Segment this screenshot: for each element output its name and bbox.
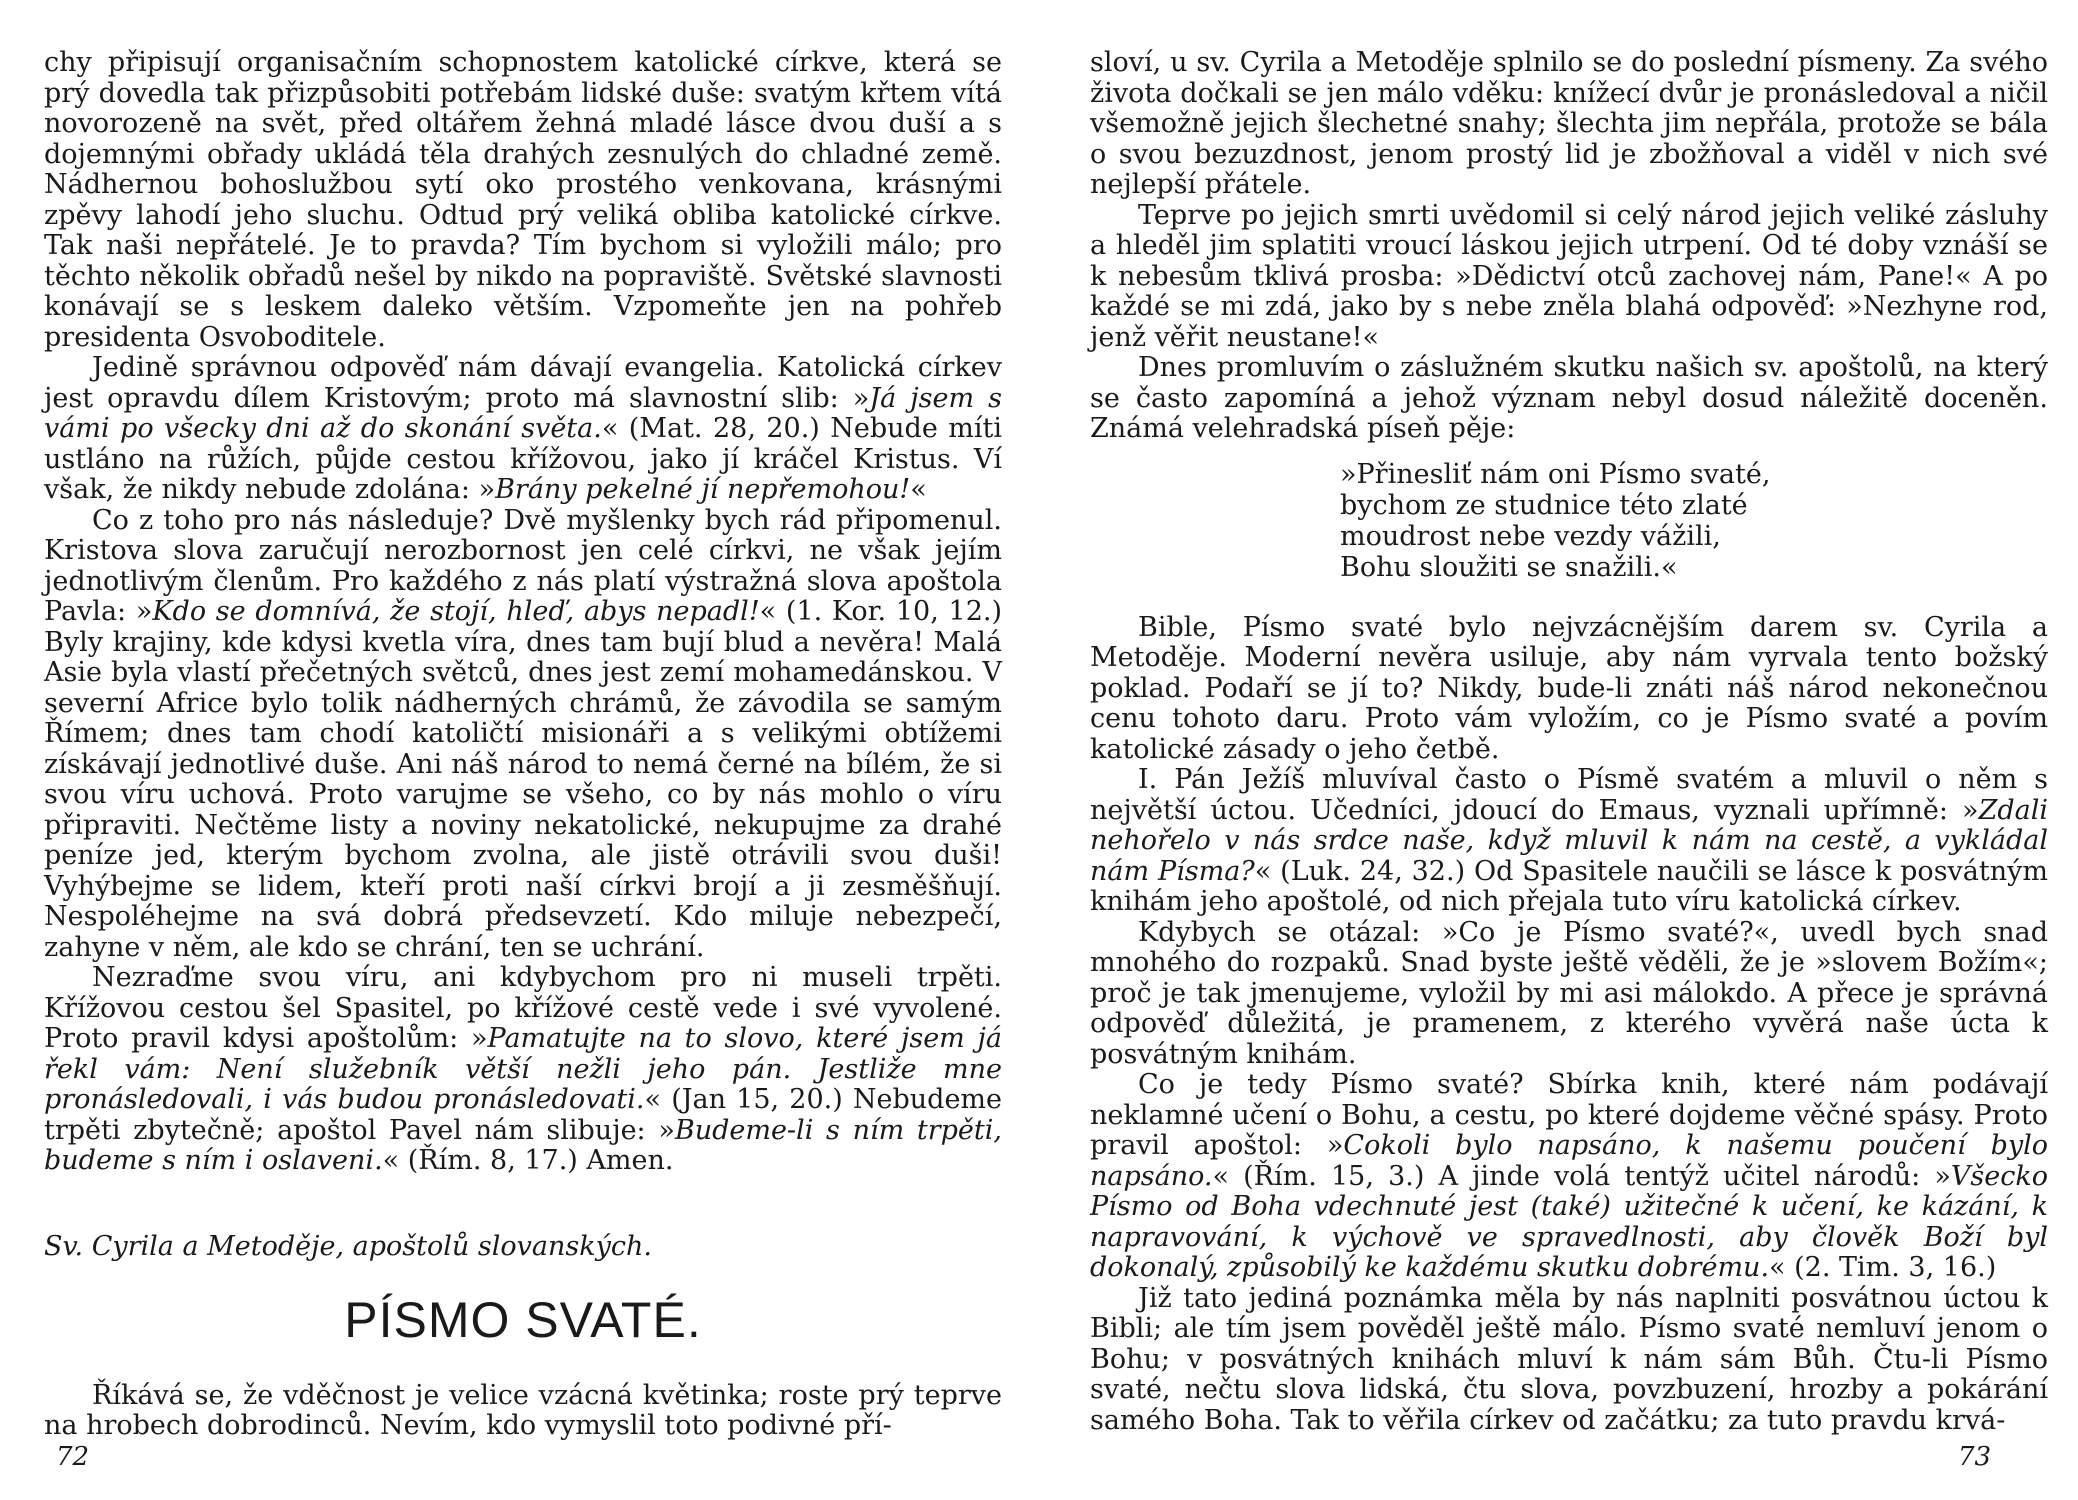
scripture-quote: Pamatujte na to slovo, které jsem já řekl vám: Není služebník větší nežli jeho pán. Jestliže mne pronásledovali, i vás budou pronásledovati. — [44, 1023, 1002, 1115]
paragraph-text: « (Luk. 24, 32.) Od Spasitele naučili se lásce k posvátným knihám jeho apoštolé, od nich přejala tuto víru katolická církev. — [1090, 855, 2048, 917]
paragraph-text: Bible, Písmo svaté bylo nejvzácnějším darem sv. Cyrila a Metoděje. Moderní nevěra usiluje, aby nám vyrvala tento božský poklad. Podaří se jí to? Nikdy, bude-li znáti náš národ nekonečnou cenu tohoto daru. Proto vám vyložím, co je Písmo svaté a povím katolické zásady o jeho četbě. — [1090, 611, 2048, 765]
paragraph-text: « (Řím. 15, 3.) A jinde volá tentýž učitel národů: » — [1212, 1160, 1951, 1192]
paragraph-text: « (1. Kor. 10, 12.) Byly krajiny, kde kdysi kvetla víra, dnes tam bují blud a nevěra! Malá Asie byla vlastí přečetných světců, dnes jest zemí mohamedánskou. V severní Africe bylo tolik nádherných chrámů, že závodila se samým Římem; dnes tam chodí katoličtí misionáři a s velikými obtížemi získávají jednotlivé duše. Ani náš národ to nemá černé na bílém, že si svou víru uchová. Proto varujme se všeho, co by nás mohlo o víru připraviti. Nečtěme listy a noviny nekatolické, nekupujme za drahé peníze jed, kterým bychom zvolna, ale jistě otrávili svou duši! Vyhýbejme se lidem, kteří proti naší církvi brojí a ji zesměšňují. Nespoléhejme na svá dobrá předsevzetí. Kdo miluje nebezpečí, zahyne v něm, ale kdo se chrání, ten se uchrání. — [44, 596, 1002, 963]
paragraph — [1090, 613, 2048, 766]
paragraph — [44, 48, 1002, 353]
hymn-line: bychom ze studnice této zlaté — [1340, 489, 1748, 521]
paragraph-text: Již tato jediná poznámka měla by nás naplniti posvátnou úctou k Bibli; ale tím jsem pověděl ještě málo. Písmo svaté nemluví jenom o Bohu; v posvátných knihách mluví k nám sám Bůh. Čtu-li Písmo svaté, nečtu slova lidská, čtu slova, povzbuzení, hrozby a pokárání samého Boha. Tak to věřila církev od začátku; za tuto pravdu krvá- — [1090, 1282, 2048, 1436]
sermon-title: PÍSMO SVATÉ. — [344, 1291, 702, 1348]
paragraph-text: « (Mat. 28, 20.) Nebude míti ustláno na růžích, půjde cestou křížovou, jako jí kráčel Kristus. Ví však, že nikdy nebude zdolána: » — [44, 413, 1002, 505]
paragraph-text: chy připisují organisačním schopnostem katolické církve, která se prý dovedla tak přizpůsobiti potřebám lidské duše: svatým křtem vítá novorozeně na svět, před oltářem žehná mladé lásce dvou duší a s dojemnými obřady ukládá těla drahých zesnulých do chladné země. Nádhernou bohoslužbou sytí oko prostého venkovana, krásnými zpěvy lahodí jeho sluchu. Odtud prý veliká obliba katolické církve. Tak naši nepřátelé. Je to pravda? Tím bychom si vyložili málo; pro těchto několik obřadů nešel by nikdo na popraviště. Světské slavnosti konávají se s leskem daleko větším. Vzpomeňte jen na pohřeb presidenta Osvoboditele. — [44, 47, 1002, 353]
scripture-quote: Kdo se domnívá, že stojí, hleď, abys nepadl! — [152, 596, 760, 627]
scripture-quote: Cokoli bylo napsáno, k našemu poučení bylo napsáno. — [1090, 1130, 2049, 1192]
paragraph-text: Nezraďme svou víru, ani kdybychom pro ni museli trpěti. Křížovou cestou šel Spasitel, po křížové cestě vede i své vyvolené. Proto pravil kdysi apoštolům: » — [44, 962, 1002, 1054]
paragraph — [1090, 1284, 2048, 1437]
paragraph-text: « (2. Tim. 3, 16.) — [1769, 1252, 1997, 1283]
paragraph — [44, 353, 1002, 506]
paragraph — [1090, 201, 2048, 354]
scripture-quote: Já jsem s vámi po všecky dni až do skonání světa. — [44, 382, 1002, 444]
paragraph — [1090, 1070, 2048, 1284]
paragraph-text: Teprve po jejich smrti uvědomil si celý národ jejich veliké zásluhy a hleděl jim splatiti vroucí láskou jejich utrpení. Od té doby vznáší se k nebesům tklivá prosba: »Dědictví otců zachovej nám, Pane!« A po každé se mi zdá, jako by s nebe zněla blahá odpověď: »Nezhyne rod, jenž věřit neustane!« — [1090, 199, 2048, 353]
paragraph — [1090, 765, 2048, 918]
hymn-line: Bohu sloužiti se snažili.« — [1340, 551, 1678, 583]
paragraph-text: Jedině správnou odpověď nám dávají evangelia. Katolická církev jest opravdu dílem Kristovým; proto má slavnostní slib: » — [44, 352, 1002, 414]
page-number-left: 72 — [56, 1442, 90, 1472]
paragraph-text: Kdybych se otázal: »Co je Písmo svaté?«, uvedl bych snad mnohého do rozpaků. Snad byste ještě věděli, že je »slovem Božím«; proč je tak jmenujeme, vyložil by mi asi málokdo. A přece je správná odpověď důležitá, je pramenem, z kterého vyvěrá naše úcta k posvátným knihám. — [1090, 916, 2048, 1070]
paragraph-text: « (Řím. 8, 17.) Amen. — [382, 1145, 674, 1176]
hymn-line: »Přinesliť nám oni Písmo svaté, — [1340, 458, 1771, 490]
paragraph-text: « — [910, 474, 927, 505]
closing-paragraph: Říkává se, že vděčnost je velice vzácná květinka; roste prý teprve na hrobech dobrodinců. Nevím, kdo vymyslil toto podivné pří- — [44, 1379, 1002, 1441]
hymn-line: moudrost nebe vezdy vážili, — [1340, 520, 1721, 552]
paragraph-text: Co je tedy Písmo svaté? Sbírka knih, které nám podávají neklamné učení o Bohu, a cestu, po které dojdeme věčné spásy. Proto pravil apoštol: » — [1090, 1069, 2048, 1161]
paragraph-text: Dnes promluvím o záslužném skutku našich sv. apoštolů, na který se často zapomíná a jehož význam nebyl dosud náležitě doceněn. Známá velehradská píseň pěje: — [1090, 352, 2048, 444]
scripture-quote: Zdali nehořelo v nás srdce naše, když mluvil k nám na cestě, a vykládal nám Písma? — [1090, 794, 2048, 887]
hymn-quote — [1340, 459, 2048, 583]
right-page-body-bottom — [1090, 613, 2048, 1437]
paragraph-text: sloví, u sv. Cyrila a Metoděje splnilo se do poslední písmeny. Za svého života dočkali se jen málo vděku: knížecí dvůr je pronásledoval a ničil všemožně jejich šlechetné snahy; šlechta jim nepřála, protože se bála o svou bezuzdnost, jenom prostý lid je zbožňoval a viděl v nich své nejlepší přátele. — [1090, 47, 2048, 200]
scripture-quote: Budeme-li s ním trpěti, budeme s ním i oslaveni. — [44, 1114, 1002, 1176]
sermon-dedication: Sv. Cyrila a Metoděje, apoštolů slovanských. — [44, 1230, 652, 1262]
scripture-quote: Brány pekelné jí nepřemohou! — [495, 474, 911, 505]
right-page-body-top — [1090, 48, 2048, 445]
paragraph — [1090, 48, 2048, 201]
paragraph-text: I. Pán Ježíš mluvíval často o Písmě svatém a mluvil o něm s největší úctou. Učedníci, jdoucí do Emaus, vyznali upřímně: » — [1090, 764, 2048, 826]
left-page-body — [44, 48, 1002, 1177]
paragraph-text: Co z toho pro nás následuje? Dvě myšlenky bych rád připomenul. Kristova slova zaručují nerozbornost jen celé církvi, ne však jejím jednotlivým členům. Pro každého z nás platí výstražná slova apoštola Pavla: » — [44, 504, 1002, 627]
scripture-quote: Všecko Písmo od Boha vdechnuté jest (také) užitečné k učení, ke kázání, k napravování, k výchově ve spravedlnosti, aby člověk Boží byl dokonalý, způsobilý ke každému skutku dobrému. — [1090, 1160, 2048, 1283]
paragraph-text: « (Jan 15, 20.) Nebudeme trpěti zbytečně; apoštol Pavel nám slibuje: » — [44, 1084, 1002, 1146]
page-number-right: 73 — [1958, 1442, 1992, 1472]
paragraph — [44, 963, 1002, 1177]
paragraph — [44, 506, 1002, 964]
paragraph — [1090, 918, 2048, 1071]
paragraph — [1090, 353, 2048, 445]
left-page — [44, 48, 1002, 1442]
right-page — [1090, 48, 2048, 1436]
